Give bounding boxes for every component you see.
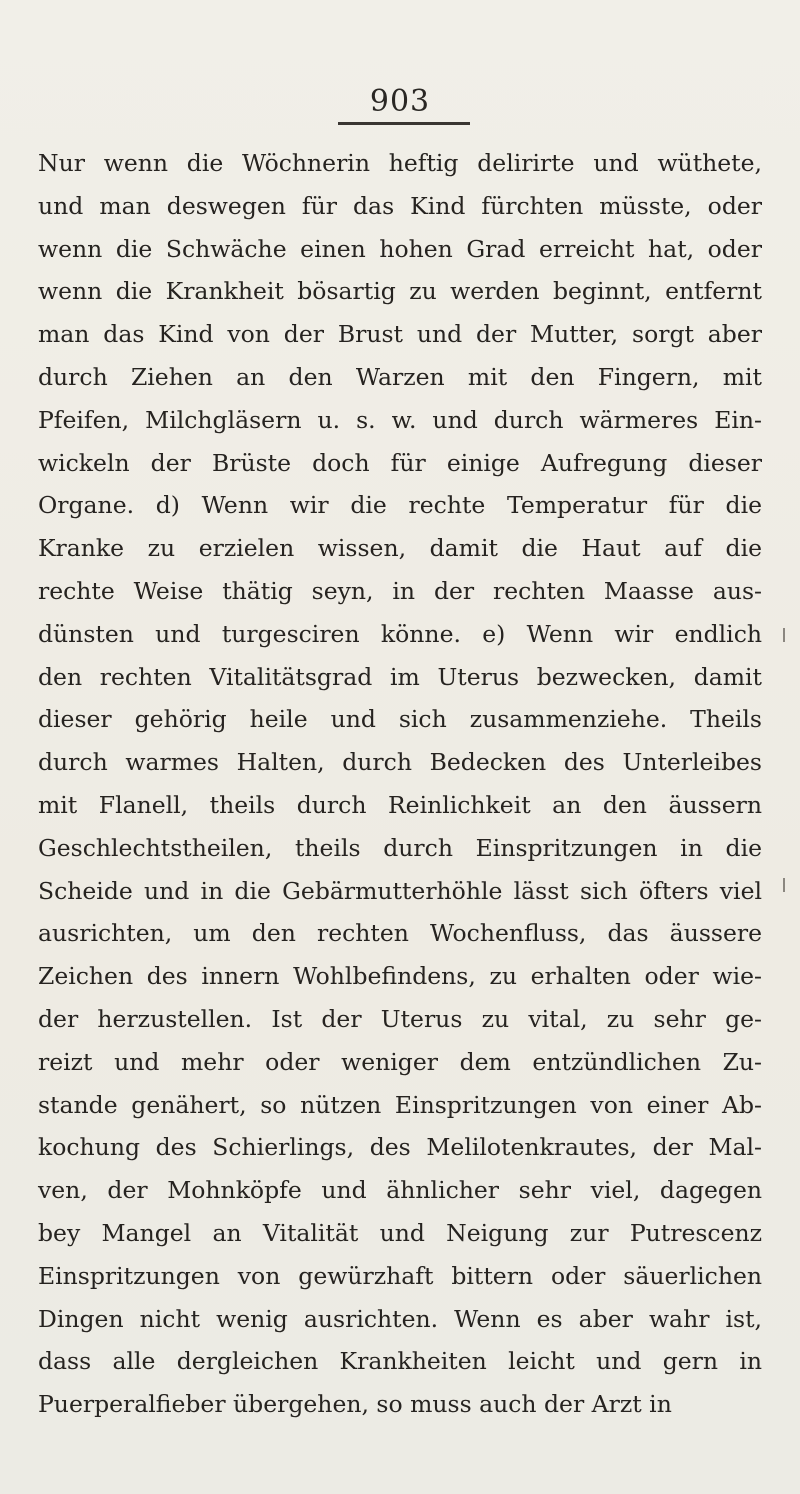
text-line: Puerperalfieber übergehen, so muss auch der Arzt in xyxy=(38,1390,672,1419)
text-line: mit Flanell, theils durch Reinlichkeit an den äussern xyxy=(38,790,762,819)
text-line: durch Ziehen an den Warzen mit den Fingern, mit xyxy=(38,362,762,391)
text-line: ausrichten, um den rechten Wochenfluss, das äussere xyxy=(38,919,762,948)
text-line: wickeln der Brüste doch für einige Aufregung dieser xyxy=(38,448,762,477)
text-line: Kranke zu erzielen wissen, damit die Haut auf die xyxy=(38,534,762,563)
text-line: Dingen nicht wenig ausrichten. Wenn es aber wahr ist, xyxy=(38,1304,762,1333)
text-line: bey Mangel an Vitalität und Neigung zur Putrescenz xyxy=(38,1218,762,1247)
text-line: dieser gehörig heile und sich zusammenziehe. Theils xyxy=(38,705,762,734)
text-line: reizt und mehr oder weniger dem entzündlichen Zu- xyxy=(38,1047,762,1076)
text-line: Einspritzungen von gewürzhaft bittern oder säuerlichen xyxy=(38,1261,762,1290)
header-rule xyxy=(338,122,470,125)
text-line: den rechten Vitalitätsgrad im Uterus bezwecken, damit xyxy=(38,662,762,691)
text-line: Geschlechtstheilen, theils durch Einspritzungen in die xyxy=(38,833,762,862)
text-line: wenn die Schwäche einen hohen Grad erreicht hat, oder xyxy=(38,234,762,263)
text-line: Organe. d) Wenn wir die rechte Temperatur für die xyxy=(38,491,762,520)
text-line: der herzustellen. Ist der Uterus zu vital, zu sehr ge- xyxy=(38,1004,762,1033)
page-number: 903 xyxy=(369,84,431,119)
text-line: rechte Weise thätig seyn, in der rechten Maasse aus- xyxy=(38,576,762,605)
text-line: Scheide und in die Gebärmutterhöhle lässt sich öfters viel xyxy=(38,876,762,905)
text-line: man das Kind von der Brust und der Mutter, sorgt aber xyxy=(38,320,762,349)
text-line: Pfeifen, Milchgläsern u. s. w. und durch wärmeres Ein- xyxy=(38,405,762,434)
text-line: Zeichen des innern Wohlbefindens, zu erhalten oder wie- xyxy=(38,962,762,991)
text-line: dünsten und turgesciren könne. e) Wenn wir endlich xyxy=(38,619,762,648)
text-line: kochung des Schierlings, des Melilotenkrautes, der Mal- xyxy=(38,1133,762,1162)
body-text xyxy=(38,142,762,1426)
text-line: dass alle dergleichen Krankheiten leicht und gern in xyxy=(38,1347,762,1376)
text-line: stande genähert, so nützen Einspritzungen von einer Ab- xyxy=(38,1090,762,1119)
page-edge-mark xyxy=(783,628,785,642)
text-line: durch warmes Halten, durch Bedecken des Unterleibes xyxy=(38,748,762,777)
text-line: ven, der Mohnköpfe und ähnlicher sehr viel, dagegen xyxy=(38,1176,762,1205)
text-line: wenn die Krankheit bösartig zu werden beginnt, entfernt xyxy=(38,277,762,306)
page-edge-mark xyxy=(783,878,785,892)
text-line: und man deswegen für das Kind fürchten müsste, oder xyxy=(38,191,762,220)
text-line: Nur wenn die Wöchnerin heftig delirirte und wüthete, xyxy=(38,149,762,177)
